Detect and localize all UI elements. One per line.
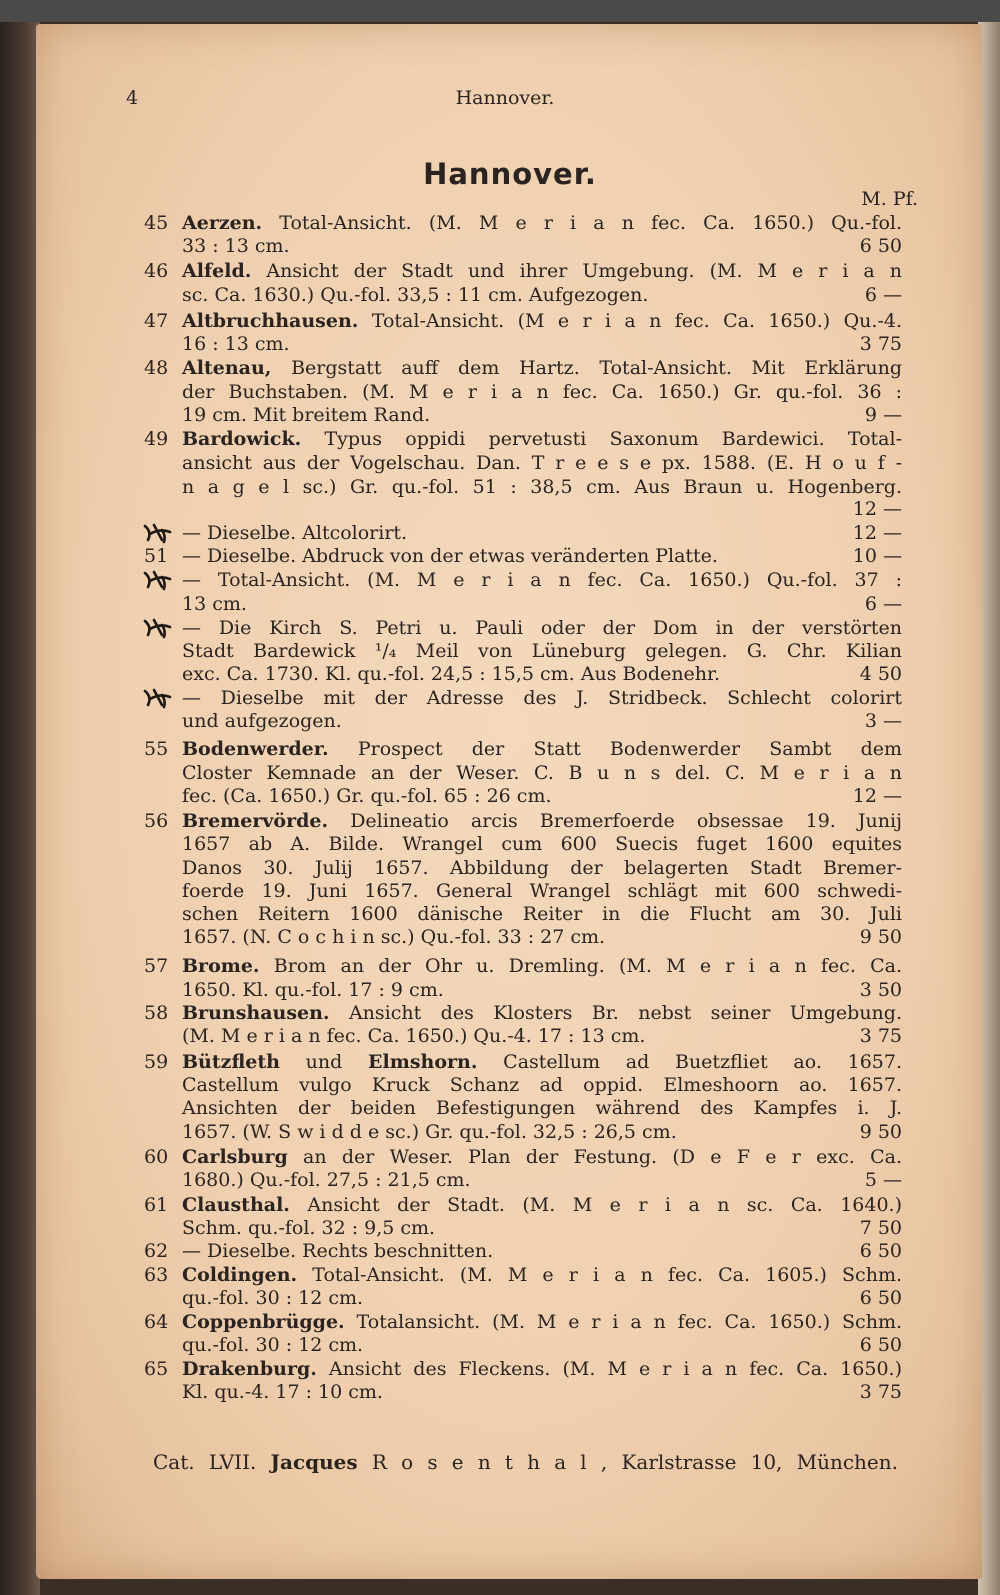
entry-text xyxy=(182,762,902,785)
entry-number: 63 xyxy=(144,1264,169,1286)
entry-line xyxy=(0,235,1000,258)
entry-description: 1657 ab A. Bilde. Wrangel cum 600 Suecis fuget 1600 equites xyxy=(182,833,902,855)
entry-line xyxy=(0,1217,1000,1240)
entry-text xyxy=(182,284,822,307)
entry-text xyxy=(182,857,902,880)
entry-text xyxy=(182,979,822,1002)
entry-number: 45 xyxy=(144,212,169,234)
entry-price: 4 50 xyxy=(859,663,902,685)
entry-place-name: Bardowick. xyxy=(182,428,302,450)
footer-address: R o s e n t h a l , Karlstrasse 10, München. xyxy=(371,1450,899,1474)
entry-description: und aufgezogen. xyxy=(182,710,342,732)
entry-price: 6 — xyxy=(864,593,902,615)
entry-price: 3 75 xyxy=(859,1025,902,1047)
entry-number: 57 xyxy=(144,955,169,977)
entry-line xyxy=(0,785,1000,808)
entry-description: Closter Kemnade an der Weser. C. B u n s del. C. M e r i a n xyxy=(182,762,902,784)
entry-text xyxy=(182,738,902,761)
entry-line xyxy=(0,1311,1000,1334)
entry-text xyxy=(182,212,902,235)
entry-text xyxy=(182,1381,822,1404)
entry-text xyxy=(182,1051,902,1074)
entry-price: 3 75 xyxy=(859,333,902,355)
entry-line xyxy=(0,762,1000,785)
entry-number: 65 xyxy=(144,1358,169,1380)
entry-text xyxy=(182,833,902,856)
handwritten-mark-icon xyxy=(142,522,174,544)
entry-description: 1657. (N. C o c h i n sc.) Qu.-fol. 33 : 27 cm. xyxy=(182,926,606,948)
entry-description: Ansicht der Stadt. (M. M e r i a n sc. Ca. 1640.) xyxy=(289,1194,902,1216)
entry-description: 13 cm. xyxy=(182,593,247,615)
entry-description: 1650. Kl. qu.-fol. 17 : 9 cm. xyxy=(182,979,444,1001)
entry-place-name: Bodenwerder. xyxy=(182,738,329,760)
entry-text xyxy=(182,663,822,686)
entry-place-name: Altbruchhausen. xyxy=(182,310,359,332)
currency-header: M. Pf. xyxy=(861,188,918,210)
entry-description: qu.-fol. 30 : 12 cm. xyxy=(182,1287,364,1309)
entry-line xyxy=(0,1121,1000,1144)
entry-text xyxy=(182,476,902,499)
entry-number: 60 xyxy=(144,1146,169,1168)
entry-line xyxy=(0,857,1000,880)
entry-line xyxy=(0,404,1000,427)
entry-text xyxy=(182,310,902,333)
catalogue-footer xyxy=(153,1450,898,1474)
entry-text xyxy=(182,640,902,663)
entry-description: und xyxy=(279,1051,369,1073)
entry-line xyxy=(0,617,1000,640)
entry-line xyxy=(0,310,1000,333)
entry-place-name: Aerzen. xyxy=(182,212,263,234)
entry-text xyxy=(182,1025,822,1048)
entry-text xyxy=(182,880,902,903)
entry-place-name: Carlsburg xyxy=(182,1146,288,1168)
entry-text xyxy=(182,545,822,568)
entry-number: 59 xyxy=(144,1051,169,1073)
entry-description: — Dieselbe. Abdruck von der etwas veränderten Platte. xyxy=(182,545,718,567)
entry-number: 58 xyxy=(144,1002,169,1024)
entry-price: 9 50 xyxy=(859,926,902,948)
entry-description: foerde 19. Juni 1657. General Wrangel schlägt mit 600 schwedi- xyxy=(182,880,902,902)
entry-line xyxy=(0,1097,1000,1120)
entry-text xyxy=(182,1121,822,1144)
entry-text xyxy=(182,428,902,451)
entry-description: — Dieselbe. Rechts beschnitten. xyxy=(182,1240,494,1262)
entry-text xyxy=(182,452,902,475)
entry-description: 1680.) Qu.-fol. 27,5 : 21,5 cm. xyxy=(182,1169,471,1191)
entry-line xyxy=(0,738,1000,761)
entry-line xyxy=(0,1169,1000,1192)
entry-description: Castellum ad Buetzfliet ao. 1657. xyxy=(477,1051,902,1073)
entry-number: 61 xyxy=(144,1194,169,1216)
entry-text xyxy=(182,357,902,380)
entry-price: 6 50 xyxy=(859,1287,902,1309)
entry-text xyxy=(182,1097,902,1120)
entry-number: 55 xyxy=(144,738,169,760)
entry-description: exc. Ca. 1730. Kl. qu.-fol. 24,5 : 15,5 cm. Aus Bodenehr. xyxy=(182,663,721,685)
entry-line xyxy=(0,593,1000,616)
entry-line xyxy=(0,260,1000,283)
entry-line xyxy=(0,1358,1000,1381)
entry-description: Brom an der Ohr u. Dremling. (M. M e r i a n fec. Ca. xyxy=(259,955,902,977)
entry-description: Castellum vulgo Kruck Schanz ad oppid. Elmeshoorn ao. 1657. xyxy=(182,1074,902,1096)
entry-text xyxy=(182,381,902,404)
entry-text xyxy=(182,1358,902,1381)
entry-line xyxy=(0,903,1000,926)
entry-text xyxy=(182,522,822,545)
entry-line xyxy=(0,1002,1000,1025)
entry-description: 16 : 13 cm. xyxy=(182,333,290,355)
entry-description: der Buchstaben. (M. M e r i a n fec. Ca. 1650.) Gr. qu.-fol. 36 : xyxy=(182,381,902,403)
entry-description: Ansicht des Fleckens. (M. M e r i a n fec. Ca. 1650.) xyxy=(316,1358,902,1380)
entry-text xyxy=(182,1311,902,1334)
entry-text xyxy=(182,569,902,592)
entry-number: 62 xyxy=(144,1240,169,1262)
entry-description: fec. (Ca. 1650.) Gr. qu.-fol. 65 : 26 cm. xyxy=(182,785,552,807)
entry-line xyxy=(0,1194,1000,1217)
entry-description: Totalansicht. (M. M e r i a n fec. Ca. 1650.) Schm. xyxy=(344,1311,902,1333)
entry-price: 12 — xyxy=(852,785,902,807)
entry-line xyxy=(0,687,1000,710)
handwritten-mark-icon xyxy=(142,687,174,709)
entry-description: n a g e l sc.) Gr. qu.-fol. 51 : 38,5 cm. Aus Braun u. Hogenberg. xyxy=(182,476,902,498)
entry-line xyxy=(0,1381,1000,1404)
entry-text xyxy=(182,617,902,640)
entry-price: 12 — xyxy=(852,522,902,544)
entry-line xyxy=(0,880,1000,903)
entry-description: — Dieselbe mit der Adresse des J. Stridbeck. Schlecht colorirt xyxy=(182,687,902,709)
entry-line xyxy=(0,1240,1000,1263)
entry-price: 3 — xyxy=(864,710,902,732)
entry-line xyxy=(0,955,1000,978)
entry-line xyxy=(0,476,1000,499)
entry-text xyxy=(182,926,822,949)
entry-place-name: Brunshausen. xyxy=(182,1002,330,1024)
entry-place-name: Bremervörde. xyxy=(182,810,329,832)
entry-description: Ansicht der Stadt und ihrer Umgebung. (M. M e r i a n xyxy=(251,260,902,282)
entry-description: sc. Ca. 1630.) Qu.-fol. 33,5 : 11 cm. Aufgezogen. xyxy=(182,284,649,306)
entry-text xyxy=(182,593,822,616)
entry-line xyxy=(0,1334,1000,1357)
entry-number: 51 xyxy=(144,545,169,567)
entry-line xyxy=(0,710,1000,733)
entry-place-name: Bützfleth xyxy=(182,1051,280,1073)
entry-description: Danos 30. Julij 1657. Abbildung der belagerten Stadt Bremer- xyxy=(182,857,902,879)
entry-description: Bergstatt auff dem Hartz. Total-Ansicht. Mit Erklärung xyxy=(271,357,902,379)
entry-place-name: Coldingen. xyxy=(182,1264,298,1286)
entry-number: 46 xyxy=(144,260,169,282)
entry-place-name: Drakenburg. xyxy=(182,1358,317,1380)
entry-description: Ansicht des Klosters Br. nebst seiner Umgebung. xyxy=(329,1002,902,1024)
entry-number: 56 xyxy=(144,810,169,832)
handwritten-mark-icon xyxy=(142,569,174,591)
entry-text xyxy=(182,710,822,733)
entry-place-name: Brome. xyxy=(182,955,260,977)
entry-line xyxy=(0,569,1000,592)
entry-line xyxy=(0,833,1000,856)
entry-description: Kl. qu.-4. 17 : 10 cm. xyxy=(182,1381,383,1403)
entry-description: Ansichten der beiden Befestigungen während des Kampfes i. J. xyxy=(182,1097,902,1119)
entry-line xyxy=(0,979,1000,1002)
handwritten-mark-icon xyxy=(142,617,174,639)
entry-price: 6 — xyxy=(864,284,902,306)
entry-price: 6 50 xyxy=(859,1240,902,1262)
running-head-title: Hannover. xyxy=(455,87,555,109)
entry-line xyxy=(0,452,1000,475)
entry-line xyxy=(0,663,1000,686)
entry-text xyxy=(182,903,902,926)
entry-text xyxy=(182,1287,822,1310)
entry-number: 49 xyxy=(144,428,169,450)
entry-price: 9 50 xyxy=(859,1121,902,1143)
entry-number: 64 xyxy=(144,1311,169,1333)
entry-number: 47 xyxy=(144,310,169,332)
entry-text xyxy=(182,810,902,833)
entry-description: an der Weser. Plan der Festung. (D e F e r exc. Ca. xyxy=(287,1146,902,1168)
entry-price: 7 50 xyxy=(859,1217,902,1239)
entry-description: Total-Ansicht. (M. M e r i a n fec. Ca. 1650.) Qu.-fol. xyxy=(262,212,902,234)
entry-description: Schm. qu.-fol. 32 : 9,5 cm. xyxy=(182,1217,436,1239)
entry-description: 1657. (W. S w i d d e sc.) Gr. qu.-fol. 32,5 : 26,5 cm. xyxy=(182,1121,677,1143)
entry-price: 10 — xyxy=(852,545,902,567)
entry-description: 19 cm. Mit breitem Rand. xyxy=(182,404,431,426)
entry-place-name: Elmshorn. xyxy=(368,1051,478,1073)
entry-description: schen Reitern 1600 dänische Reiter in die Flucht am 30. Juli xyxy=(182,903,902,925)
entry-price: 12 — xyxy=(852,498,902,520)
entry-text xyxy=(182,1264,902,1287)
entry-line xyxy=(0,1287,1000,1310)
entry-line xyxy=(0,212,1000,235)
top-strip xyxy=(0,0,1000,22)
entry-line xyxy=(0,284,1000,307)
entry-description: — Die Kirch S. Petri u. Pauli oder der Dom in der verstörten xyxy=(182,617,902,639)
entry-description: ansicht aus der Vogelschau. Dan. T r e e s e px. 1588. (E. H o u f - xyxy=(182,452,902,474)
section-title: Hannover. xyxy=(423,157,597,191)
entry-description: Delineatio arcis Bremerfoerde obsessae 19. Junij xyxy=(328,810,902,832)
entry-place-name: Coppenbrügge. xyxy=(182,1311,345,1333)
entry-text xyxy=(182,404,822,427)
entry-text xyxy=(182,1074,902,1097)
entry-text xyxy=(182,1217,822,1240)
entry-text xyxy=(182,1194,902,1217)
entry-line xyxy=(0,357,1000,380)
entry-text xyxy=(182,1169,822,1192)
entry-line xyxy=(0,1051,1000,1074)
entry-text xyxy=(182,333,822,356)
entry-line xyxy=(0,1146,1000,1169)
entry-line xyxy=(0,1074,1000,1097)
entry-price: 9 — xyxy=(864,404,902,426)
entry-price: 5 — xyxy=(864,1169,902,1191)
entry-text xyxy=(182,1240,822,1263)
entry-text xyxy=(182,1146,902,1169)
footer-cat: Cat. LVII. xyxy=(153,1450,257,1474)
entry-line xyxy=(0,333,1000,356)
entry-price: 3 75 xyxy=(859,1381,902,1403)
entry-text xyxy=(182,687,902,710)
entry-description: Typus oppidi pervetusti Saxonum Bardewici. Total- xyxy=(301,428,902,450)
entry-description: Total-Ansicht. (M e r i a n fec. Ca. 1650.) Qu.-4. xyxy=(358,310,902,332)
entry-line xyxy=(0,498,1000,521)
entry-line xyxy=(0,522,1000,545)
entry-text xyxy=(182,235,822,258)
entry-line xyxy=(0,1264,1000,1287)
entry-text xyxy=(182,1334,822,1357)
entry-description: — Total-Ansicht. (M. M e r i a n fec. Ca. 1650.) Qu.-fol. 37 : xyxy=(182,569,902,591)
page-number: 4 xyxy=(126,87,139,109)
entry-description: (M. M e r i a n fec. Ca. 1650.) Qu.-4. 17 : 13 cm. xyxy=(182,1025,646,1047)
entry-text xyxy=(182,785,822,808)
footer-firm: Jacques xyxy=(270,1450,358,1474)
entry-place-name: Clausthal. xyxy=(182,1194,290,1216)
entry-line xyxy=(0,810,1000,833)
entry-text xyxy=(182,260,902,283)
entry-place-name: Altenau, xyxy=(182,357,272,379)
entry-line xyxy=(0,545,1000,568)
entry-description: Stadt Bardewick ¹/₄ Meil von Lüneburg gelegen. G. Chr. Kilian xyxy=(182,640,902,662)
entry-line xyxy=(0,1025,1000,1048)
entry-text xyxy=(182,1002,902,1025)
entry-price: 6 50 xyxy=(859,235,902,257)
entry-line xyxy=(0,640,1000,663)
entry-description: Prospect der Statt Bodenwerder Sambt dem xyxy=(328,738,902,760)
entry-text xyxy=(182,955,902,978)
entry-description: Total-Ansicht. (M. M e r i a n fec. Ca. 1605.) Schm. xyxy=(297,1264,902,1286)
entry-line xyxy=(0,926,1000,949)
entry-line xyxy=(0,428,1000,451)
entry-number: 48 xyxy=(144,357,169,379)
entry-place-name: Alfeld. xyxy=(182,260,252,282)
entry-description: 33 : 13 cm. xyxy=(182,235,290,257)
entry-line xyxy=(0,381,1000,404)
entry-price: 3 50 xyxy=(859,979,902,1001)
entry-description: — Dieselbe. Altcolorirt. xyxy=(182,522,408,544)
entry-price: 6 50 xyxy=(859,1334,902,1356)
entry-description: qu.-fol. 30 : 12 cm. xyxy=(182,1334,364,1356)
